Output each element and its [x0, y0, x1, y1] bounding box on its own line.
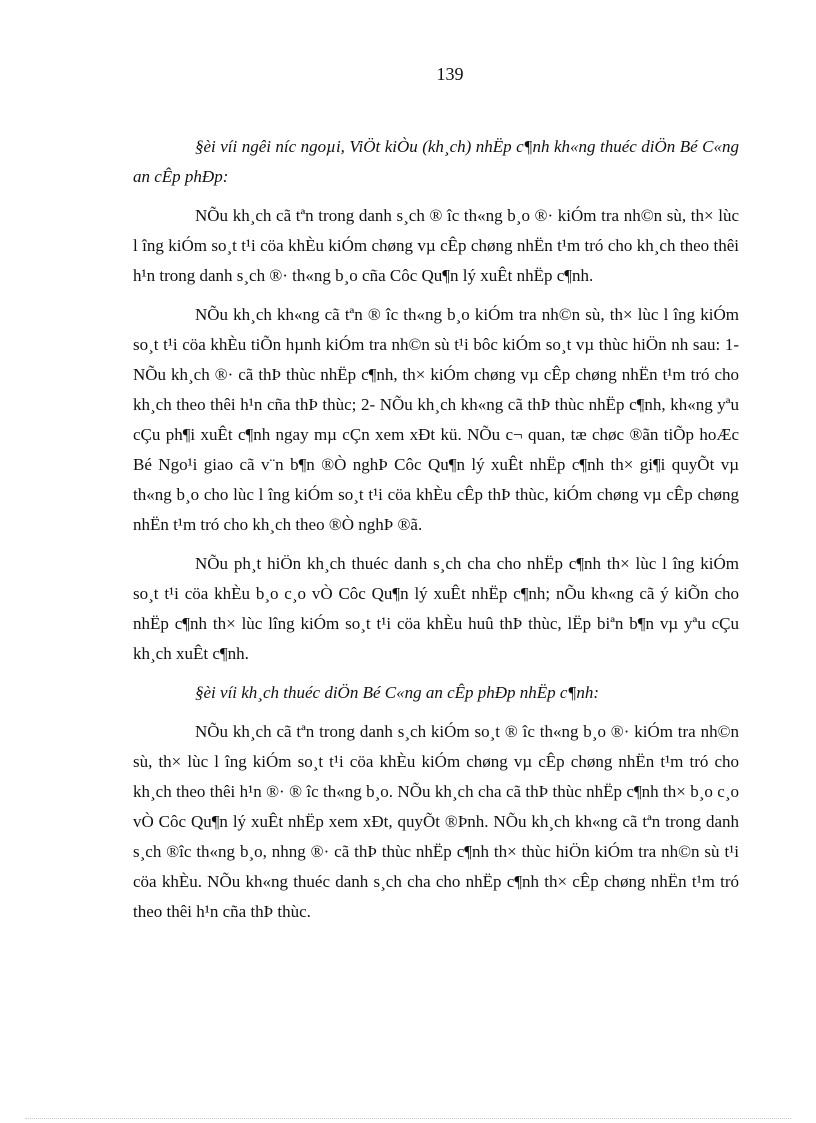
document-body	[133, 132, 739, 936]
body-paragraph: NÕu kh¸ch cã tªn trong danh s¸ch kiÓm so¸t ® îc th«ng b¸o ®· kiÓm tra nh©n sù, th× lùc l îng kiÓm so¸t t¹i cöa khÈu kiÓm chøng vµ cÊp chøng nhËn t¹m tró cho kh¸ch theo thêi h¹n ®· ® îc th«ng b¸o. NÕu kh¸ch cha cã thÞ thùc nhËp c¶nh th× b¸o c¸o vÒ Côc Qu¶n lý xuÊt nhËp xem xÐt, quyÕt ®Þnh. NÕu kh¸ch kh«ng cã tªn trong danh s¸ch ®îc th«ng b¸o, nhng ®· cã thÞ thùc nhËp c¶nh th× thùc hiÖn kiÓm tra nh©n sù t¹i cöa khÈu. NÕu kh«ng thuéc danh s¸ch cha cho nhËp c¶nh th× cÊp chøng nhËn t¹m tró theo thêi h¹n cña thÞ thùc.	[133, 722, 739, 921]
section-heading-foreign-visitors-not-licensed: §èi víi ngêi níc ngoµi, ViÖt kiÒu (kh¸ch) nhËp c¶nh kh«ng thuéc diÖn Bé C«ng an cÊp phÐp:	[133, 137, 739, 186]
page-bottom-divider	[25, 1118, 791, 1119]
body-paragraph: NÕu kh¸ch kh«ng cã tªn ® îc th«ng b¸o kiÓm tra nh©n sù, th× lùc l îng kiÓm so¸t t¹i cöa khÈu tiÕn hµnh kiÓm tra nh©n sù t¹i bôc kiÓm so¸t vµ thùc hiÖn nh sau: 1- NÕu kh¸ch ®· cã thÞ thùc nhËp c¶nh, th× kiÓm chøng vµ cÊp chøng nhËn t¹m tró cho kh¸ch theo thêi h¹n cña thÞ thùc; 2- NÕu kh¸ch kh«ng cã thÞ thùc nhËp c¶nh, kh«ng yªu cÇu ph¶i xuÊt c¶nh ngay mµ cÇn xem xÐt kü. NÕu c¬ quan, tæ chøc ®ãn tiÕp hoÆc Bé Ngo¹i giao cã v¨n b¶n ®Ò nghÞ Côc Qu¶n lý xuÊt nhËp c¶nh th× gi¶i quyÕt vµ th«ng b¸o cho lùc l îng kiÓm so¸t t¹i cöa khÈu cÊp thÞ thùc, kiÓm chøng vµ cÊp chøng nhËn t¹m tró cho kh¸ch theo ®Ò nghÞ ®ã.	[133, 305, 739, 534]
section-heading-licensed-visitors: §èi víi kh¸ch thuéc diÖn Bé C«ng an cÊp phÐp nhËp c¶nh:	[195, 683, 600, 702]
body-paragraph: NÕu ph¸t hiÖn kh¸ch thuéc danh s¸ch cha cho nhËp c¶nh th× lùc l îng kiÓm so¸t t¹i cöa khÈu b¸o c¸o vÒ Côc Qu¶n lý xuÊt nhËp c¶nh; nÕu kh«ng cã ý kiÕn cho nhËp c¶nh th× lùc lîng kiÓm so¸t t¹i cöa khÈu huû thÞ thùc, lËp biªn b¶n vµ yªu cÇu kh¸ch xuÊt c¶nh.	[133, 554, 739, 663]
body-paragraph: NÕu kh¸ch cã tªn trong danh s¸ch ® îc th«ng b¸o ®· kiÓm tra nh©n sù, th× lùc l îng kiÓm so¸t t¹i cöa khÈu kiÓm chøng vµ cÊp chøng nhËn t¹m tró cho kh¸ch theo thêi h¹n trong danh s¸ch ®· th«ng b¸o cña Côc Qu¶n lý xuÊt nhËp c¶nh.	[133, 206, 739, 285]
page-number: 139	[436, 64, 464, 84]
